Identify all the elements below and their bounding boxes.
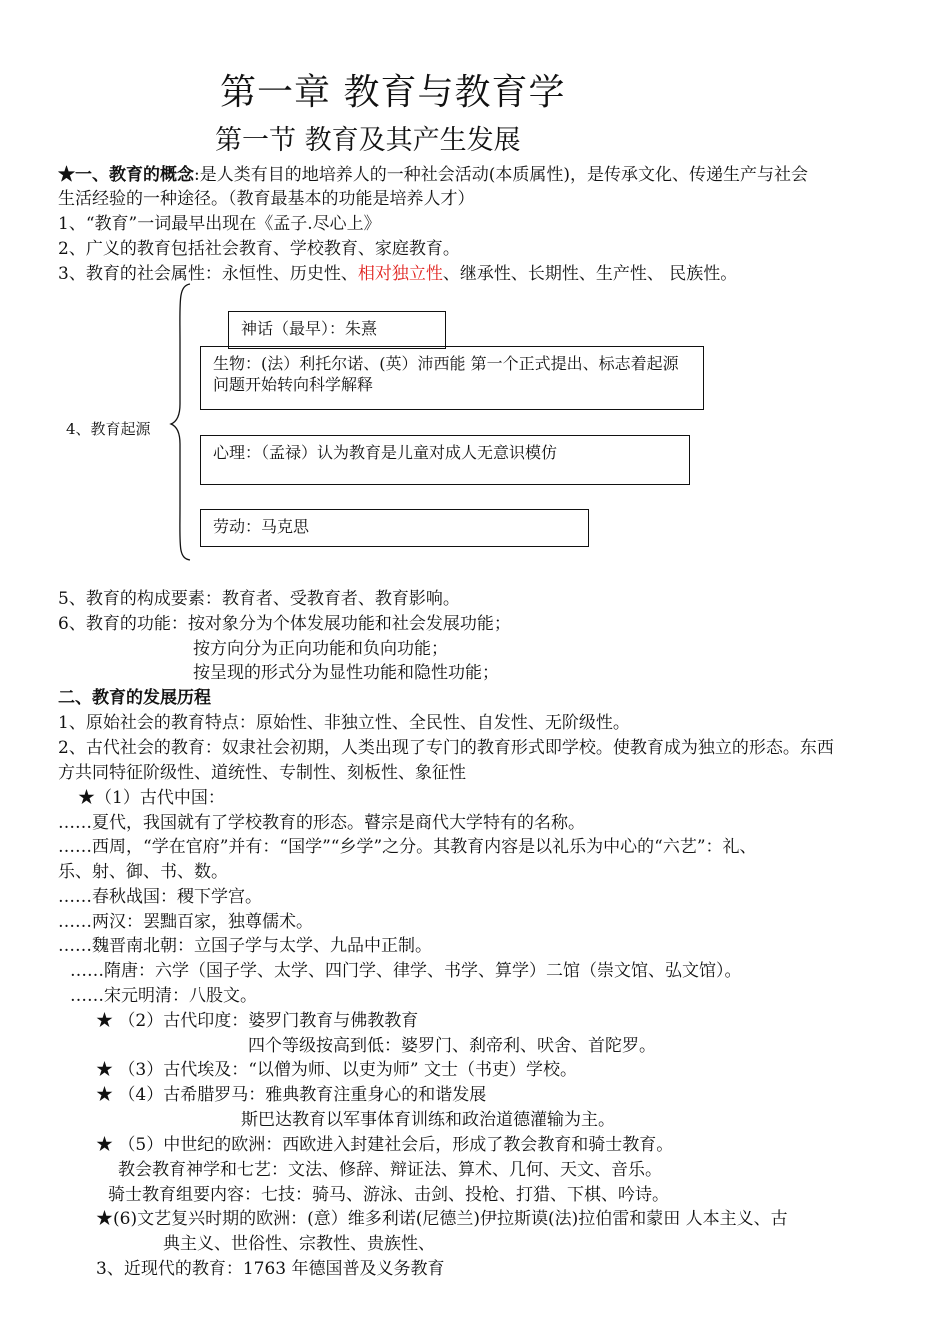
greece-line-2: 斯巴达教育以军事体育训练和政治道德灌输为主。 [241, 1110, 615, 1130]
section-2-heading: 二、教育的发展历程 [58, 688, 211, 708]
point-3-text-b: 、继承性、长期性、生产性、 民族性。 [442, 264, 738, 284]
point-6-line-1: 6、教育的功能：按对象分为个体发展功能和社会发展功能； [58, 614, 511, 634]
china-line-xia: ……夏代，我国就有了学校教育的形态。瞽宗是商代大学特有的名称。 [58, 813, 585, 833]
origin-box-labor-text: 劳动：马克思 [213, 517, 310, 536]
china-line-wei-jin: ……魏晋南北朝：立国子学与太学、九品中正制。 [58, 936, 432, 956]
renaissance-line-2: 典主义、世俗性、宗教性、贵族性、 [163, 1234, 435, 1254]
history-1: 1、原始社会的教育特点：原始性、非独立性、全民性、自发性、无阶级性。 [58, 713, 630, 733]
china-line-zhou-2: 乐、射、御、书、数。 [58, 862, 228, 882]
origin-label: 4、教育起源 [66, 420, 151, 438]
origin-box-psychology [200, 435, 690, 485]
point-3 [58, 262, 737, 286]
point-6-line-2: 按方向分为正向功能和负向功能； [193, 639, 448, 659]
greece-line-1: ★ （4）古希腊罗马：雅典教育注重身心的和谐发展 [96, 1085, 487, 1105]
india-line-1: ★ （2）古代印度：婆罗门教育与佛教教育 [96, 1011, 419, 1031]
history-2-line-1: 2、古代社会的教育：奴隶社会初期，人类出现了专门的教育形式即学校。使教育成为独立的形态。东西 [58, 738, 834, 758]
point-5: 5、教育的构成要素：教育者、受教育者、教育影响。 [58, 589, 460, 609]
origin-box-biology-text: 生物：(法）利托尔诺、(英）沛西能 第一个正式提出、标志着起源问题开始转向科学解释 [213, 354, 679, 394]
origin-box-biology [200, 346, 704, 410]
china-line-zhou-1: ……西周，“学在官府”并有：“国学”“乡学”之分。其教育内容是以礼乐为中心的“六艺”：礼、 [58, 837, 757, 857]
origin-box-psychology-text: 心理：（孟禄）认为教育是儿童对成人无意识模仿 [213, 443, 558, 462]
china-line-sui-tang: ……隋唐：六学（国子学、太学、四门学、律学、书学、算学）二馆（崇文馆、弘文馆）。 [70, 961, 742, 981]
china-line-han: ……两汉：罢黜百家，独尊儒术。 [58, 912, 313, 932]
medieval-line-2: 教会教育神学和七艺：文法、修辞、辩证法、算术、几何、天文、音乐。 [118, 1160, 662, 1180]
concept-heading: 一、教育的概念 [75, 165, 194, 185]
origin-box-labor [200, 509, 589, 547]
point-6-line-3: 按呈现的形式分为显性功能和隐性功能； [193, 663, 499, 683]
history-2-line-2: 方共同特征阶级性、道统性、专制性、刻板性、象征性 [58, 763, 466, 783]
china-line-spring-autumn: ……春秋战国：稷下学宫。 [58, 887, 262, 907]
medieval-line-1: ★ （5）中世纪的欧洲：西欧进入封建社会后，形成了教会教育和骑士教育。 [96, 1135, 674, 1155]
point-2: 2、广义的教育包括社会教育、学校教育、家庭教育。 [58, 239, 460, 259]
concept-line-2: 生活经验的一种途径。（教育最基本的功能是培养人才） [58, 189, 475, 209]
point-3-text-a: 3、教育的社会属性：永恒性、历史性、 [58, 264, 358, 284]
concept-text: 是人类有目的地培养人的一种社会活动(本质属性)，是传承文化、传递生产与社会 [199, 165, 808, 185]
medieval-line-3: 骑士教育组要内容：七技：骑马、游泳、击剑、投枪、打猎、下棋、吟诗。 [108, 1185, 669, 1205]
modern-line: 3、近现代的教育：1763 年德国普及义务教育 [96, 1259, 445, 1279]
renaissance-line-1: ★(6)文艺复兴时期的欧洲：(意）维多利诺(尼德兰)伊拉斯谟(法)拉伯雷和蒙田 人本主义、古 [96, 1209, 788, 1229]
section-title: 第一节 教育及其产生发展 [215, 125, 521, 156]
point-1: 1、“教育”一词最早出现在《孟子.尽心上》 [58, 214, 381, 234]
chapter-title: 第一章 教育与教育学 [220, 72, 566, 113]
point-3-highlight: 相对独立性 [357, 264, 443, 284]
egypt-line: ★ （3）古代埃及：“以僧为师、以吏为师” 文士（书吏）学校。 [96, 1060, 578, 1080]
origin-box-myth [228, 311, 446, 349]
star-icon: ★ [58, 165, 75, 185]
concept-colon: : [194, 165, 200, 185]
origin-brace [168, 282, 194, 562]
concept-line-1 [58, 163, 808, 187]
india-line-2: 四个等级按高到低：婆罗门、刹帝利、吠舍、首陀罗。 [248, 1036, 656, 1056]
origin-box-myth-text: 神话（最早）：朱熹 [241, 319, 378, 338]
china-heading: ★（1）古代中国： [78, 788, 225, 808]
china-line-song-qing: ……宋元明清：八股文。 [70, 986, 257, 1006]
